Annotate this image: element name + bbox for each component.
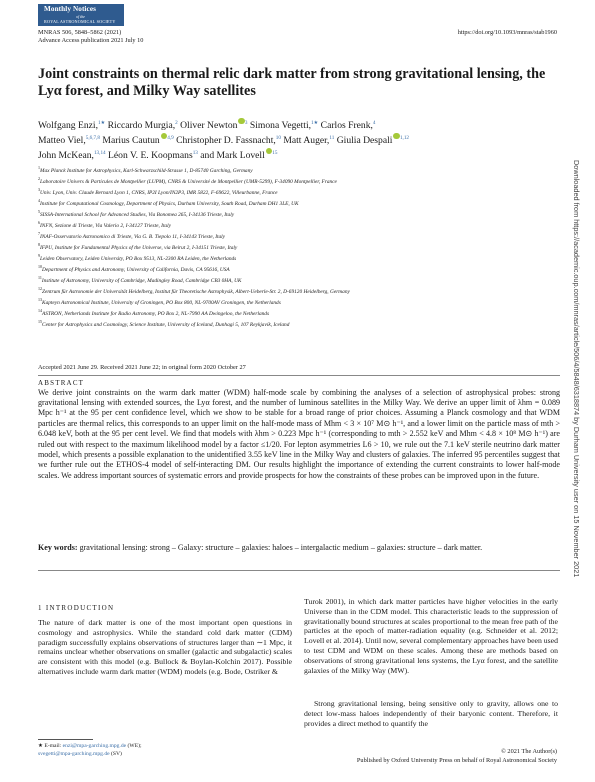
footnote-email (38, 743, 292, 758)
affiliation-item (38, 296, 560, 307)
affiliation-text: INAF-Osservatorio Astronomico di Trieste, Via G. B. Tiepolo 11, I-34143 Trieste, Italy (40, 233, 226, 240)
citation: MNRAS 506, 5848–5862 (2021) (38, 29, 122, 36)
affiliation-item (38, 263, 560, 274)
logo-line-3: ROYAL ASTRONOMICAL SOCIETY (44, 18, 116, 24)
intro-left-column: The nature of dark matter is one of the most important open questions in cosmology and astrophysics. While the standard cold dark matter (CDM) paradigm successfully explains observations of structures larger than ∼1 Mpc, it remains unclear whether observations on smaller (galactic and subgalactic) scales are consistent with this model (e.g. Bullock & Boylan-Kolchin 2017). Possible alternatives include warm dark matter (WDM) models (e.g. Bode, Ostriker & (38, 618, 292, 676)
section-heading-introduction: 1 INTRODUCTION (38, 604, 115, 612)
footnote-text: (SV) (109, 750, 122, 757)
affiliation-item (38, 241, 560, 252)
author-affiliation-marker: 11 (329, 135, 335, 142)
author-affiliation-marker: 4,9 (167, 135, 174, 142)
author-name[interactable]: Matteo Viel, (38, 135, 86, 147)
affiliation-number: 8 (38, 242, 40, 248)
author-affiliation-marker: 15 (272, 150, 278, 157)
affiliation-list (38, 164, 560, 329)
affiliation-text: SISSA-International School for Advanced Studies, Via Bonomea 265, I-34136 Trieste, Italy (40, 211, 235, 218)
doi-link[interactable]: https://doi.org/10.1093/mnras/stab1960 (457, 29, 557, 36)
abstract-text: We derive joint constraints on the warm dark matter (WDM) half-mode scale by combining the analyses of a selection of astrophysical probes: strong gravitational lensing with extended sources, the Lyα forest, and the number of luminous satellites in the Milky Way. We derive an upper limit of λhm = 0.089 Mpc h⁻¹ at the 95 per cent confidence level, which we show to be stable for a broad range of prior choices. Assuming a Planck cosmology and that WDM particles are thermal relics, this corresponds to an upper limit on the half-mode mass of Mhm < 3 × 10⁷ M⊙ h⁻¹, and a lower limit on the particle mass of mth > 6.048 keV, both at the 95 per cent level. We find that models with λhm > 0.223 Mpc h⁻¹ (corresponding to mth > 2.552 keV and Mhm < 4.8 × 10⁸ M⊙ h⁻¹) are ruled out with respect to the maximum likelihood model by a factor ≤1/20. For lepton asymmetries L6 > 10, we rule out the 7.1 keV sterile neutrino dark matter model, which presents a possible explanation to the unidentified 3.55 keV line in the Milky Way and clusters of galaxies. The inferred 95 percentiles suggest that we further rule out the ETHOS-4 model of self-interacting DM. Our results highlight the importance of extending the current constraints to lower half-mode scales. We address important sources of systematic errors and provide prospects for how the constraints of these probes can be improved upon in the future. (38, 387, 560, 480)
author-affiliation-marker: 13,14 (93, 150, 106, 157)
affiliation-number: 12 (38, 286, 42, 292)
affiliation-number: 5 (38, 209, 40, 215)
affiliation-number: 1 (38, 165, 40, 170)
logo-line-2: of the (76, 13, 85, 19)
author-name[interactable]: Carlos Frenk, (318, 120, 373, 131)
author-list (38, 117, 560, 163)
affiliation-text: Leiden Observatory, Leiden University, PO Box 9513, NL-2300 RA Leiden, the Netherlands (40, 256, 237, 263)
footnote-label: ★ E-mail: (38, 743, 63, 749)
affiliation-item (38, 252, 560, 263)
author-affiliation-marker: 5,6,7,8 (85, 135, 101, 142)
author-affiliation-marker: 3 (244, 120, 248, 126)
keywords-list: gravitational lensing: strong – Galaxy: structure – galaxies: haloes – intergalactic medium – galaxies: structure – dark matter. (79, 543, 483, 552)
affiliation-item (38, 230, 560, 241)
author-affiliation-marker: 1★ (97, 120, 106, 126)
affiliation-item (38, 285, 560, 296)
author-affiliation-marker: 2 (175, 120, 178, 126)
author-name[interactable]: Wolfgang Enzi, (38, 120, 98, 131)
author-affiliation-marker: 4 (372, 120, 376, 126)
author-name[interactable]: and Mark Lovell (197, 150, 265, 162)
paper-title: Joint constraints on thermal relic dark matter from strong gravitational lensing, the Lyα forest, and Milky Way satellites (38, 66, 546, 99)
footnote-text: (WE); (126, 743, 142, 749)
affiliation-number: 9 (38, 253, 40, 259)
affiliation-item (38, 197, 560, 208)
author-line-1 (38, 117, 560, 132)
affiliation-item (38, 175, 560, 186)
affiliation-item (38, 219, 560, 230)
affiliation-number: 4 (38, 198, 40, 204)
affiliation-text: ASTRON, Netherlands Institute for Radio Astronomy, PO Box 2, NL-7990 AA Dwingeloo, the Netherlands (42, 311, 270, 318)
email-link-vegetti[interactable]: svegetti@mpa-garching.mpg.de (38, 750, 110, 757)
intro-right-paragraph-1: Turok 2001), in which dark matter particles have higher velocities in the early Universe than in the CDM model. This characteristic leads to the suppression of gravitationally bound structures at scales proportional to the mean free path of the particles at the epoch of matter-radiation equality (e.g. Schneider et al. 2012; Lovell et al. 2014). Until now, several complementary approaches have been used to test CDM and WDM on these scales. Among these are methods based on observations of strong gravitational lens systems, the Lyα forest, and the satellite galaxies of the Milky Way (MW). (304, 597, 558, 675)
affiliation-text: Max Planck Institute for Astrophysics, Karl-Schwarzschild-Strasse 1, D-85740 Garching, Germany (40, 167, 253, 174)
author-name[interactable]: Matt Auger, (280, 135, 330, 147)
author-affiliation-marker: 13 (192, 150, 198, 157)
affiliation-number: 10 (38, 264, 42, 270)
affiliation-number: 2 (38, 176, 40, 182)
author-name[interactable]: Léon V. E. Koopmans (105, 150, 193, 162)
affiliation-item (38, 164, 560, 175)
affiliation-item (38, 307, 560, 318)
author-affiliation-marker: 1,12 (399, 135, 410, 142)
author-affiliation-marker: 10 (275, 135, 281, 142)
author-name[interactable]: John McKean, (38, 150, 94, 162)
divider (38, 570, 560, 571)
advance-access: Advance Access publication 2021 July 10 (38, 37, 144, 44)
affiliation-number: 13 (38, 297, 42, 303)
affiliation-number: 7 (38, 231, 40, 237)
divider (38, 375, 560, 376)
author-name[interactable]: Christopher D. Fassnacht, (173, 135, 276, 147)
affiliation-item (38, 318, 560, 329)
affiliation-text: IFPU, Institute for Fundamental Physics of the Universe, via Beirut 2, I-34151 Trieste, Italy (40, 245, 238, 251)
affiliation-item (38, 208, 560, 219)
author-line-2 (38, 132, 560, 147)
keywords-label: Key words: (38, 543, 78, 552)
affiliation-text: Institute of Astronomy, University of Cambridge, Madingley Road, Cambridge CB3 0HA, UK (41, 278, 242, 285)
affiliation-number: 11 (38, 275, 42, 281)
affiliation-number: 14 (38, 308, 42, 314)
download-watermark (572, 160, 582, 630)
received-accepted-dates: Accepted 2021 June 29. Received 2021 June 22; in original form 2020 October 27 (38, 364, 246, 371)
affiliation-text: Institute for Computational Cosmology, Department of Physics, Durham University, South Road, Durham DH1 3LE, UK (40, 200, 299, 207)
intro-right-paragraph-2: Strong gravitational lensing, being sensitive only to gravity, allows one to detect low-mass haloes independently of their baryonic content. Therefore, it provides a direct method to quantify the (304, 699, 558, 728)
keywords (38, 543, 560, 553)
author-name[interactable]: Riccardo Murgia, (105, 120, 176, 131)
author-name[interactable]: Simona Vegetti, (247, 120, 312, 131)
affiliation-text: Kapteyn Astronomical Institute, University of Groningen, PO Box 800, NL-9700AV Groningen, the Netherlands (42, 300, 281, 307)
copyright (357, 748, 557, 765)
publisher-line: Published by Oxford University Press on behalf of Royal Astronomical Society (356, 756, 557, 764)
affiliation-number: 3 (38, 187, 40, 193)
affiliation-item (38, 186, 560, 197)
affiliation-text: INFN, Sezione di Trieste, Via Valerio 2, I-34127 Trieste, Italy (40, 222, 171, 229)
copyright-line: © 2021 The Author(s) (501, 748, 557, 755)
affiliation-text: Laboratoire Univers & Particules de Montpellier (LUPM), CNRS & Université de Montpellier (UMR-5299), F-34090 Montpellier, France (40, 178, 337, 185)
abstract-heading: ABSTRACT (38, 379, 85, 387)
affiliation-number: 15 (38, 319, 42, 325)
logo-line-1: Monthly Notices (44, 5, 97, 13)
author-name[interactable]: Giulia Despali (334, 135, 393, 147)
affiliation-text: Zentrum für Astronomie der Universität Heidelberg, Institut für Theoretische Astrophysik, Albert-Ueberle-Str. 2, D-69120 Heidelberg, Germany (42, 289, 350, 296)
author-name[interactable]: Oliver Newton (177, 120, 238, 131)
footnote-rule (38, 739, 93, 740)
author-affiliation-marker: 1★ (311, 120, 319, 126)
author-line-3 (38, 147, 560, 162)
download-watermark-text: Downloaded from https://academic.oup.com/mnras/article/506/4/5848/6318874 by Durham University user on 15 November 2021 (572, 160, 581, 578)
affiliation-text: Univ. Lyon, Univ. Claude Bernard Lyon 1, CNRS, IP2I Lyon/IN2P3, IMR 5822, F-69622, Villeurbanne, France (40, 189, 278, 196)
affiliation-text: Department of Physics and Astronomy, University of California, Davis, CA 95616, USA (42, 267, 230, 274)
email-link-enzi[interactable]: enzi@mpa-garching.mpg.de (62, 743, 127, 749)
affiliation-text: Center for Astrophysics and Cosmology, Science Institute, University of Iceland, Dunhagi 5, 107 Reykjavík, Iceland (42, 322, 290, 329)
affiliation-item (38, 274, 560, 285)
author-name[interactable]: Marius Cautun (100, 135, 160, 147)
affiliation-number: 6 (38, 220, 40, 226)
journal-logo (38, 4, 124, 26)
